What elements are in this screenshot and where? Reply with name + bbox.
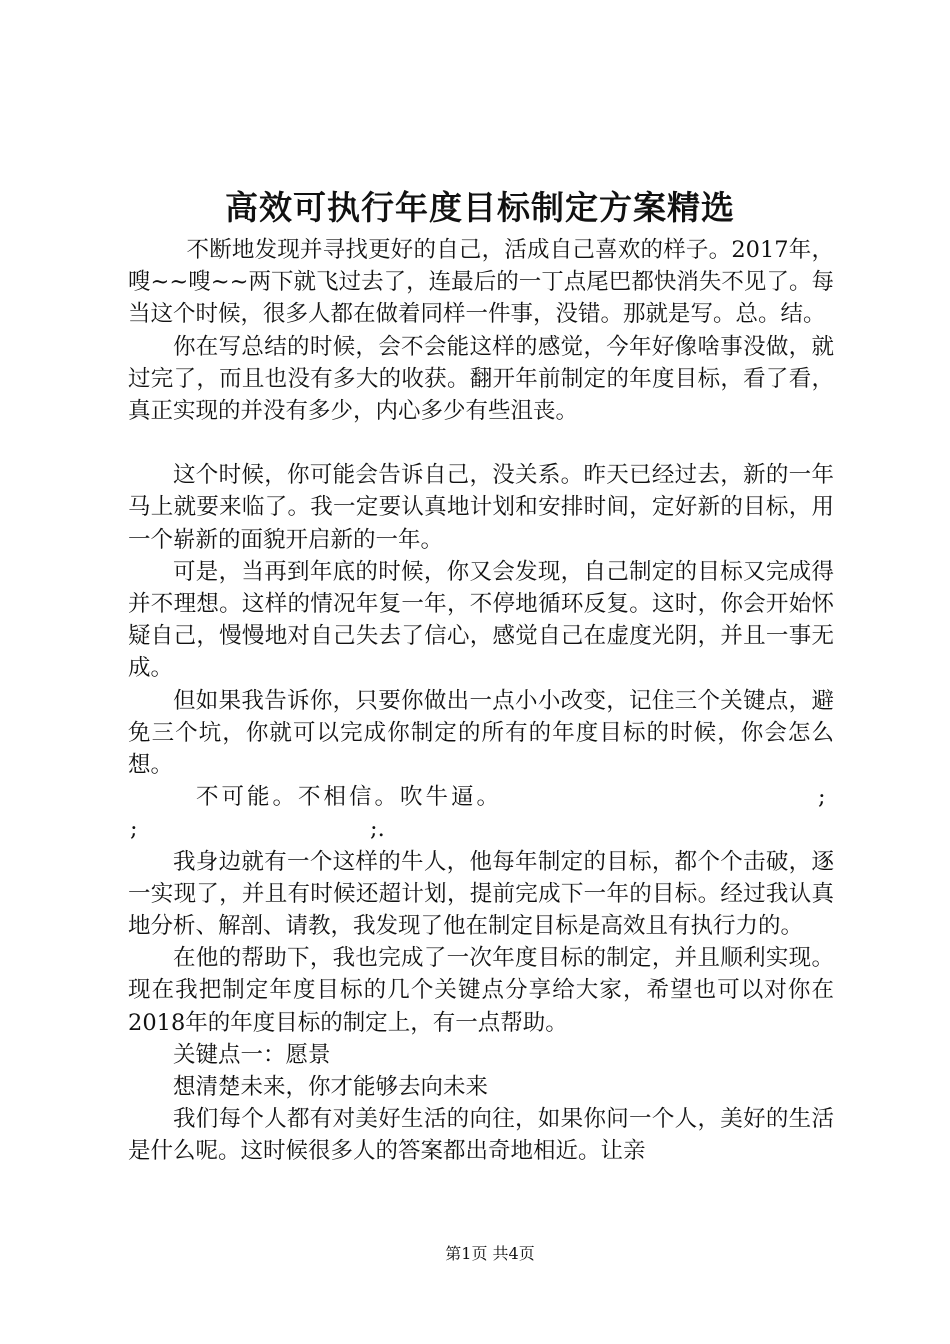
semicolon-mark: ;. [370,816,385,843]
paragraph-gap [128,427,834,459]
paragraph-small-change: 但如果我告诉你，只要你做出一点小小改变，记住三个关键点，避免三个坑，你就可以完成你制定的所有的年度目标的时候，你会怎么想。 [128,687,834,779]
short-line-row [128,781,834,813]
semicolon-row [128,813,834,845]
document-body [128,234,834,1168]
short-line-text: 不可能。不相信。吹牛逼。 [196,784,503,811]
semicolon-mark: ; [130,816,138,843]
section-subheading: 想清楚未来，你才能够去向未来 [173,1074,489,1101]
paragraph-role-model: 我身边就有一个这样的牛人，他每年制定的目标，都个个击破，逐一实现了，并且有时候还超计划，提前完成下一年的目标。经过我认真地分析、解剖、请教，我发现了他在制定目标是高效且有执行力的。 [128,848,834,940]
section-heading: 关键点一：愿景 [173,1041,331,1068]
paragraph-new-year: 这个时候，你可能会告诉自己，没关系。昨天已经过去，新的一年马上就要来临了。我一定要认真地计划和安排时间，定好新的目标，用一个崭新的面貌开启新的一年。 [128,462,834,553]
paragraph-good-life: 我们每个人都有对美好生活的向往，如果你问一个人，美好的生活是什么呢。这时候很多人的答案都出奇地相近。让亲 [128,1106,834,1165]
page-footer: 第1页 共4页 [445,1244,535,1263]
paragraph-year-end: 可是，当再到年底的时候，你又会发现，自己制定的目标又完成得并不理想。这样的情况年复一年，不停地循环反复。这时，你会开始怀疑自己，慢慢地对自己失去了信心，感觉自己在虚度光阴，并且一事无成。 [128,558,834,682]
paragraph-sharing: 在他的帮助下，我也完成了一次年度目标的制定，并且顺利实现。现在我把制定年度目标的几个关键点分享给大家，希望也可以对你在2018年的年度目标的制定上，有一点帮助。 [128,945,834,1036]
document-title: 高效可执行年度目标制定方案精选 [225,188,735,227]
paragraph-summary-feeling: 你在写总结的时候，会不会能这样的感觉，今年好像啥事没做，就过完了，而且也没有多大的收获。翻开年前制定的年度目标，看了看，真正实现的并没有多少，内心多少有些沮丧。 [128,333,834,425]
semicolon-mark: ; [818,784,826,811]
paragraph-intro: 不断地发现并寻找更好的自己，活成自己喜欢的样子。2017年，嗖~~嗖~~两下就飞过去了，连最后的一丁点尾巴都快消失不见了。每当这个时候，很多人都在做着同样一件事，没错。那就是写。总。结。 [128,237,834,328]
